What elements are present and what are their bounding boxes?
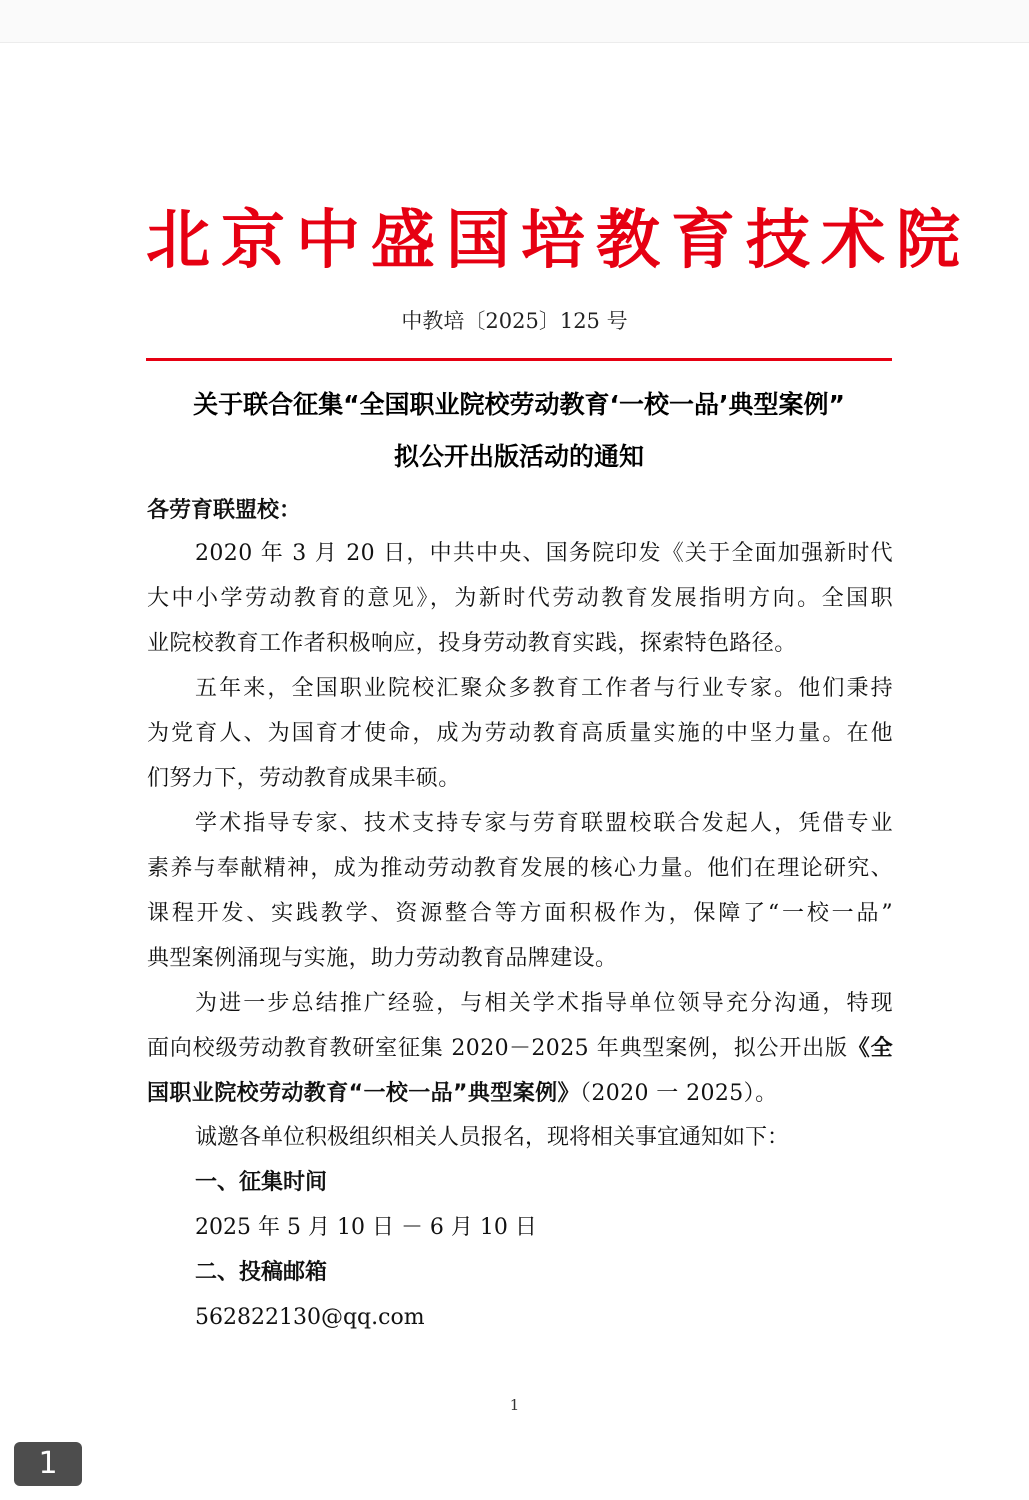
invitation-text: 诚邀各单位积极组织相关人员报名，现将相关事宜通知如下：	[195, 1125, 790, 1150]
document-number: 中教培〔2025〕125 号	[401, 309, 628, 333]
masthead-org-name: 北京中盛国培教育技术院	[146, 204, 971, 278]
paragraph-1	[147, 531, 893, 666]
paragraph-3	[147, 801, 893, 981]
paragraph-line: 业院校教育工作者积极响应，投身劳动教育实践，探索特色路径。	[147, 631, 797, 656]
page-number: 1	[509, 1396, 520, 1414]
paragraph-line: 2020 年 3 月 20 日，中共中央、国务院印发《关于全面加强新时代	[195, 541, 893, 566]
salutation: 各劳育联盟校：	[147, 498, 302, 523]
book-title-bold: 国职业院校劳动教育“一校一品”典型案例》	[147, 1081, 580, 1106]
paragraph-line: 学术指导专家、技术支持专家与劳育联盟校联合发起人，凭借专业	[195, 811, 893, 836]
paragraph-line: 大中小学劳动教育的意见》，为新时代劳动教育发展指明方向。全国职	[147, 586, 893, 611]
paragraph-line: 典型案例涌现与实施，助力劳动教育品牌建设。	[147, 946, 618, 971]
collection-period: 2025 年 5 月 10 日 － 6 月 10 日	[195, 1215, 537, 1240]
book-title-bold: 《全	[847, 1036, 893, 1061]
paragraph-line: 为党育人、为国育才使命，成为劳动教育高质量实施的中坚力量。在他	[147, 721, 893, 746]
section-heading-time: 一、征集时间	[195, 1170, 328, 1195]
paragraph-line	[147, 1026, 893, 1071]
notice-title-line-1: 关于联合征集“全国职业院校劳动教育‘一校一品’典型案例”	[193, 390, 845, 419]
paragraph-line: 为进一步总结推广经验，与相关学术指导单位领导充分沟通，特现	[195, 991, 893, 1016]
paragraph-4	[147, 981, 893, 1116]
paragraph-line: 五年来，全国职业院校汇聚众多教育工作者与行业专家。他们秉持	[195, 676, 893, 701]
paragraph-line: 课程开发、实践教学、资源整合等方面积极作为，保障了“一校一品”	[147, 901, 893, 926]
section-heading-email: 二、投稿邮箱	[195, 1260, 328, 1285]
viewer-top-bar	[0, 0, 1029, 43]
paragraph-line: 们努力下，劳动教育成果丰硕。	[147, 766, 461, 791]
paragraph-line: 素养与奉献精神，成为推动劳动教育发展的核心力量。他们在理论研究、	[147, 856, 893, 881]
paragraph-2	[147, 666, 893, 801]
paragraph-text: 面向校级劳动教育教研室征集 2020－2025 年典型案例，拟公开出版	[147, 1036, 848, 1061]
red-divider-line	[146, 358, 892, 361]
paragraph-line	[147, 1071, 893, 1116]
notice-title-line-2: 拟公开出版活动的通知	[393, 442, 644, 471]
submission-email: 562822130@qq.com	[195, 1305, 425, 1330]
page-indicator-badge[interactable]: 1	[14, 1442, 82, 1486]
paragraph-text: （2020 一 2025）。	[579, 1081, 778, 1106]
